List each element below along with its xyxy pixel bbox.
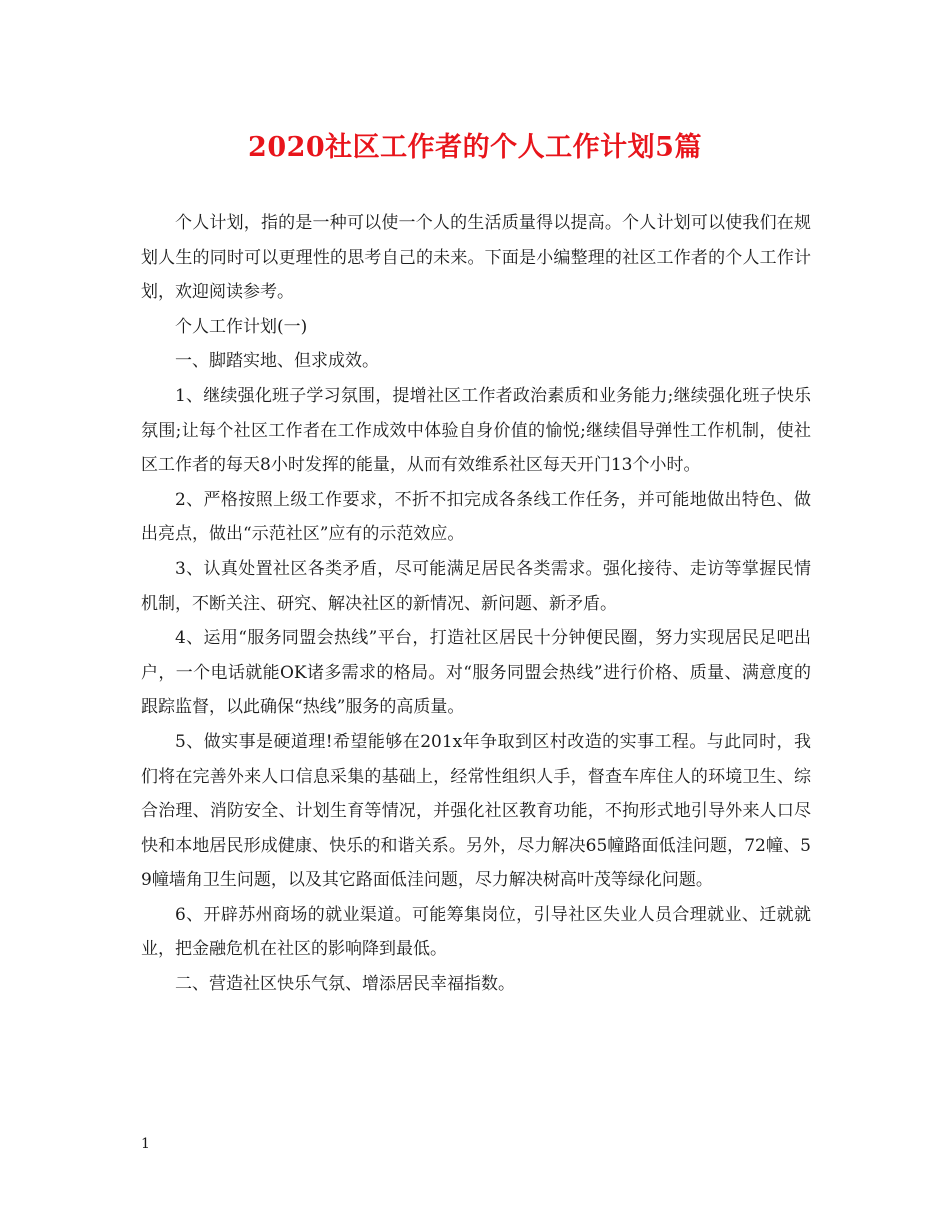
paragraph-section-one: 一、脚踏实地、但求成效。: [175, 351, 379, 372]
page-number: 1: [141, 1136, 150, 1152]
document-body: [141, 206, 811, 1002]
paragraph-item-3: 3、认真处置社区各类矛盾，尽可能满足居民各类需求。强化接待、走访等掌握民情机制，不断关注、研究、解决社区的新情况、新问题、新矛盾。: [141, 558, 811, 614]
paragraph-item-5: 5、做实事是硬道理!希望能够在201x年争取到区村改造的实事工程。与此同时，我们将在完善外来人口信息采集的基础上，经常性组织人手，督查车库住人的环境卫生、综合治理、消防安全、计划生育等情况，并强化社区教育功能，不拘形式地引导外来人口尽快和本地居民形成健康、快乐的和谐关系。另外，尽力解决65幢路面低洼问题，72幢、59幢墙角卫生问题，以及其它路面低洼问题，尽力解决树高叶茂等绿化问题。: [141, 731, 811, 891]
paragraph-item-1: 1、继续强化班子学习氛围，提增社区工作者政治素质和业务能力;继续强化班子快乐氛围;让每个社区工作者在工作成效中体验自身价值的愉悦;继续倡导弹性工作机制，使社区工作者的每天8小时发挥的能量，从而有效维系社区每天开门13个小时。: [141, 385, 811, 476]
paragraph-item-4: 4、运用“服务同盟会热线”平台，打造社区居民十分钟便民圈，努力实现居民足吧出户，一个电话就能OK诸多需求的格局。对“服务同盟会热线”进行价格、质量、满意度的跟踪监督，以此确保“热线”服务的高质量。: [141, 628, 811, 718]
paragraph-plan-heading: 个人工作计划(一): [175, 316, 308, 337]
paragraph-intro: 个人计划，指的是一种可以使一个人的生活质量得以提高。个人计划可以使我们在规划人生的同时可以更理性的思考自己的未来。下面是小编整理的社区工作者的个人工作计划，欢迎阅读参考。: [141, 213, 811, 303]
paragraph-item-2: 2、严格按照上级工作要求，不折不扣完成各条线工作任务，并可能地做出特色、做出亮点，做出“示范社区”应有的示范效应。: [141, 489, 811, 545]
document-title: 2020社区工作者的个人工作计划5篇: [248, 132, 702, 163]
paragraph-item-6: 6、开辟苏州商场的就业渠道。可能筹集岗位，引导社区失业人员合理就业、迁就就业，把金融危机在社区的影响降到最低。: [141, 904, 811, 960]
paragraph-section-two: 二、营造社区快乐气氛、增添居民幸福指数。: [175, 974, 515, 995]
